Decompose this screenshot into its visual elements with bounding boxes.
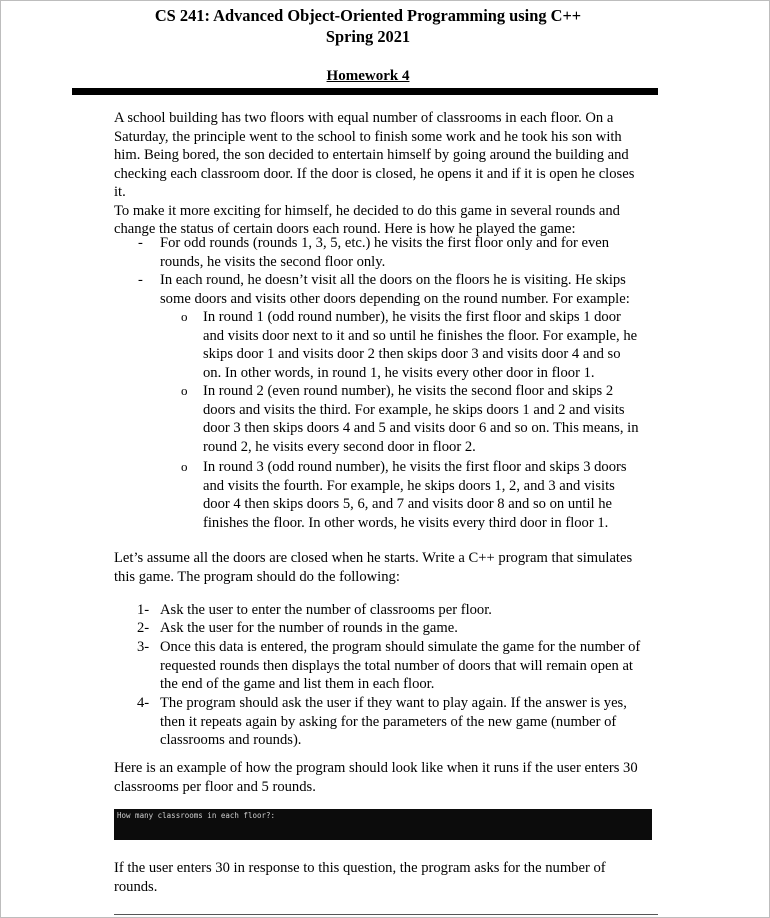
text-line: skips door 1 and visits door 2 then skips door 3 and visits door 4 and so	[203, 346, 621, 362]
numbered-step	[114, 638, 658, 694]
text-line: the end of the game and list them in each floor.	[160, 676, 435, 692]
text-line: The program should ask the user if they want to play again. If the answer is yes,	[160, 695, 627, 711]
numbered-step	[114, 694, 658, 750]
step-number: 4-	[137, 695, 150, 711]
text-line: on. In other words, in round 1, he visits every other door in floor 1.	[203, 364, 595, 381]
after-console-paragraph	[114, 859, 658, 896]
example-bullet	[160, 308, 658, 382]
numbered-step	[114, 619, 658, 638]
text-line: Here is an example of how the program should look like when it runs if the user enters 30	[114, 760, 638, 776]
console-prompt-text: How many classrooms in each floor?:	[117, 811, 276, 820]
circle-marker: o	[181, 459, 188, 474]
text-line: checking each classroom door. If the door is closed, he opens it and if it is open he closes	[114, 165, 635, 182]
text-line: it.	[114, 184, 126, 200]
course-title: CS 241: Advanced Object-Oriented Programming using C++	[154, 6, 582, 25]
dash-marker: -	[138, 272, 143, 288]
text-line: In round 2 (even round number), he visits the second floor and skips 2	[203, 383, 614, 399]
text-line: Let’s assume all the doors are closed when he starts. Write a C++ program that simulates	[114, 550, 633, 566]
step-number: 2-	[137, 620, 150, 636]
text-line: and visits door next to it and so until he finishes the floor. For example, he	[203, 327, 638, 344]
rule-bullet	[114, 234, 658, 271]
text-line: classrooms and rounds).	[160, 732, 302, 748]
example-bullet	[160, 458, 658, 532]
task-paragraph	[114, 549, 658, 586]
text-line: In each round, he doesn’t visit all the doors on the floors he is visiting. He skips	[160, 272, 626, 288]
intro-paragraph	[114, 109, 658, 239]
circle-marker: o	[181, 309, 188, 324]
text-line: door 4 then skips doors 5, 6, and 7 and visits door 8 and so on until he	[203, 496, 613, 512]
step-number: 1-	[137, 602, 150, 618]
dash-marker: -	[138, 235, 143, 251]
rule-bullet	[114, 271, 658, 308]
text-line: Saturday, the principle went to the school to finish some work and he took his son with	[114, 128, 622, 145]
example-bullet	[160, 382, 658, 456]
text-line: To make it more exciting for himself, he decided to do this game in several rounds and	[114, 202, 620, 219]
console-output-image	[114, 809, 652, 840]
text-line: rounds, he visits the second floor only.	[160, 253, 386, 270]
text-line: In round 3 (odd round number), he visits the first floor and skips 3 doors	[203, 459, 627, 475]
text-line: Ask the user for the number of rounds in the game.	[160, 620, 458, 636]
bottom-rule	[114, 914, 658, 915]
text-line: change the status of certain doors each round. Here is how he played the game:	[114, 221, 576, 237]
text-line: then it repeats again by asking for the parameters of the new game (number of	[160, 713, 617, 730]
text-line: this game. The program should do the following:	[114, 568, 400, 585]
homework-title: Homework 4	[326, 68, 410, 84]
text-line: him. Being bored, the son decided to entertain himself by going around the building and	[114, 147, 629, 163]
text-line: finishes the floor. In other words, he visits every third door in floor 1.	[203, 514, 609, 531]
text-line: classrooms per floor and 5 rounds.	[114, 778, 316, 795]
text-line: door 3 then skips doors 4 and 5 and visits door 6 and so on. This means, in	[203, 420, 639, 436]
text-line: A school building has two floors with equal number of classrooms in each floor. On a	[114, 110, 614, 126]
text-line: and visits the fourth. For example, he skips doors 1, 2, and 3 and visits	[203, 477, 615, 494]
text-line: Ask the user to enter the number of classrooms per floor.	[160, 602, 492, 618]
text-line: For odd rounds (rounds 1, 3, 5, etc.) he visits the first floor only and for even	[160, 235, 610, 251]
text-line: requested rounds then displays the total number of doors that will remain open at	[160, 657, 633, 674]
semester: Spring 2021	[325, 27, 411, 46]
text-line: some doors and visits other doors depending on the round number. For example:	[160, 290, 630, 307]
text-line: If the user enters 30 in response to this question, the program asks for the number of	[114, 860, 606, 876]
circle-marker: o	[181, 383, 188, 398]
text-line: rounds.	[114, 878, 158, 895]
text-line: Once this data is entered, the program should simulate the game for the number of	[160, 639, 641, 655]
example-paragraph	[114, 759, 658, 796]
numbered-step	[114, 601, 658, 620]
step-number: 3-	[137, 639, 150, 655]
text-line: round 2, he visits every second door in floor 2.	[203, 438, 476, 455]
text-line: doors and visits the third. For example, he skips doors 1 and 2 and visits	[203, 401, 625, 418]
header-rule	[72, 88, 658, 95]
text-line: In round 1 (odd round number), he visits the first floor and skips 1 door	[203, 309, 621, 325]
